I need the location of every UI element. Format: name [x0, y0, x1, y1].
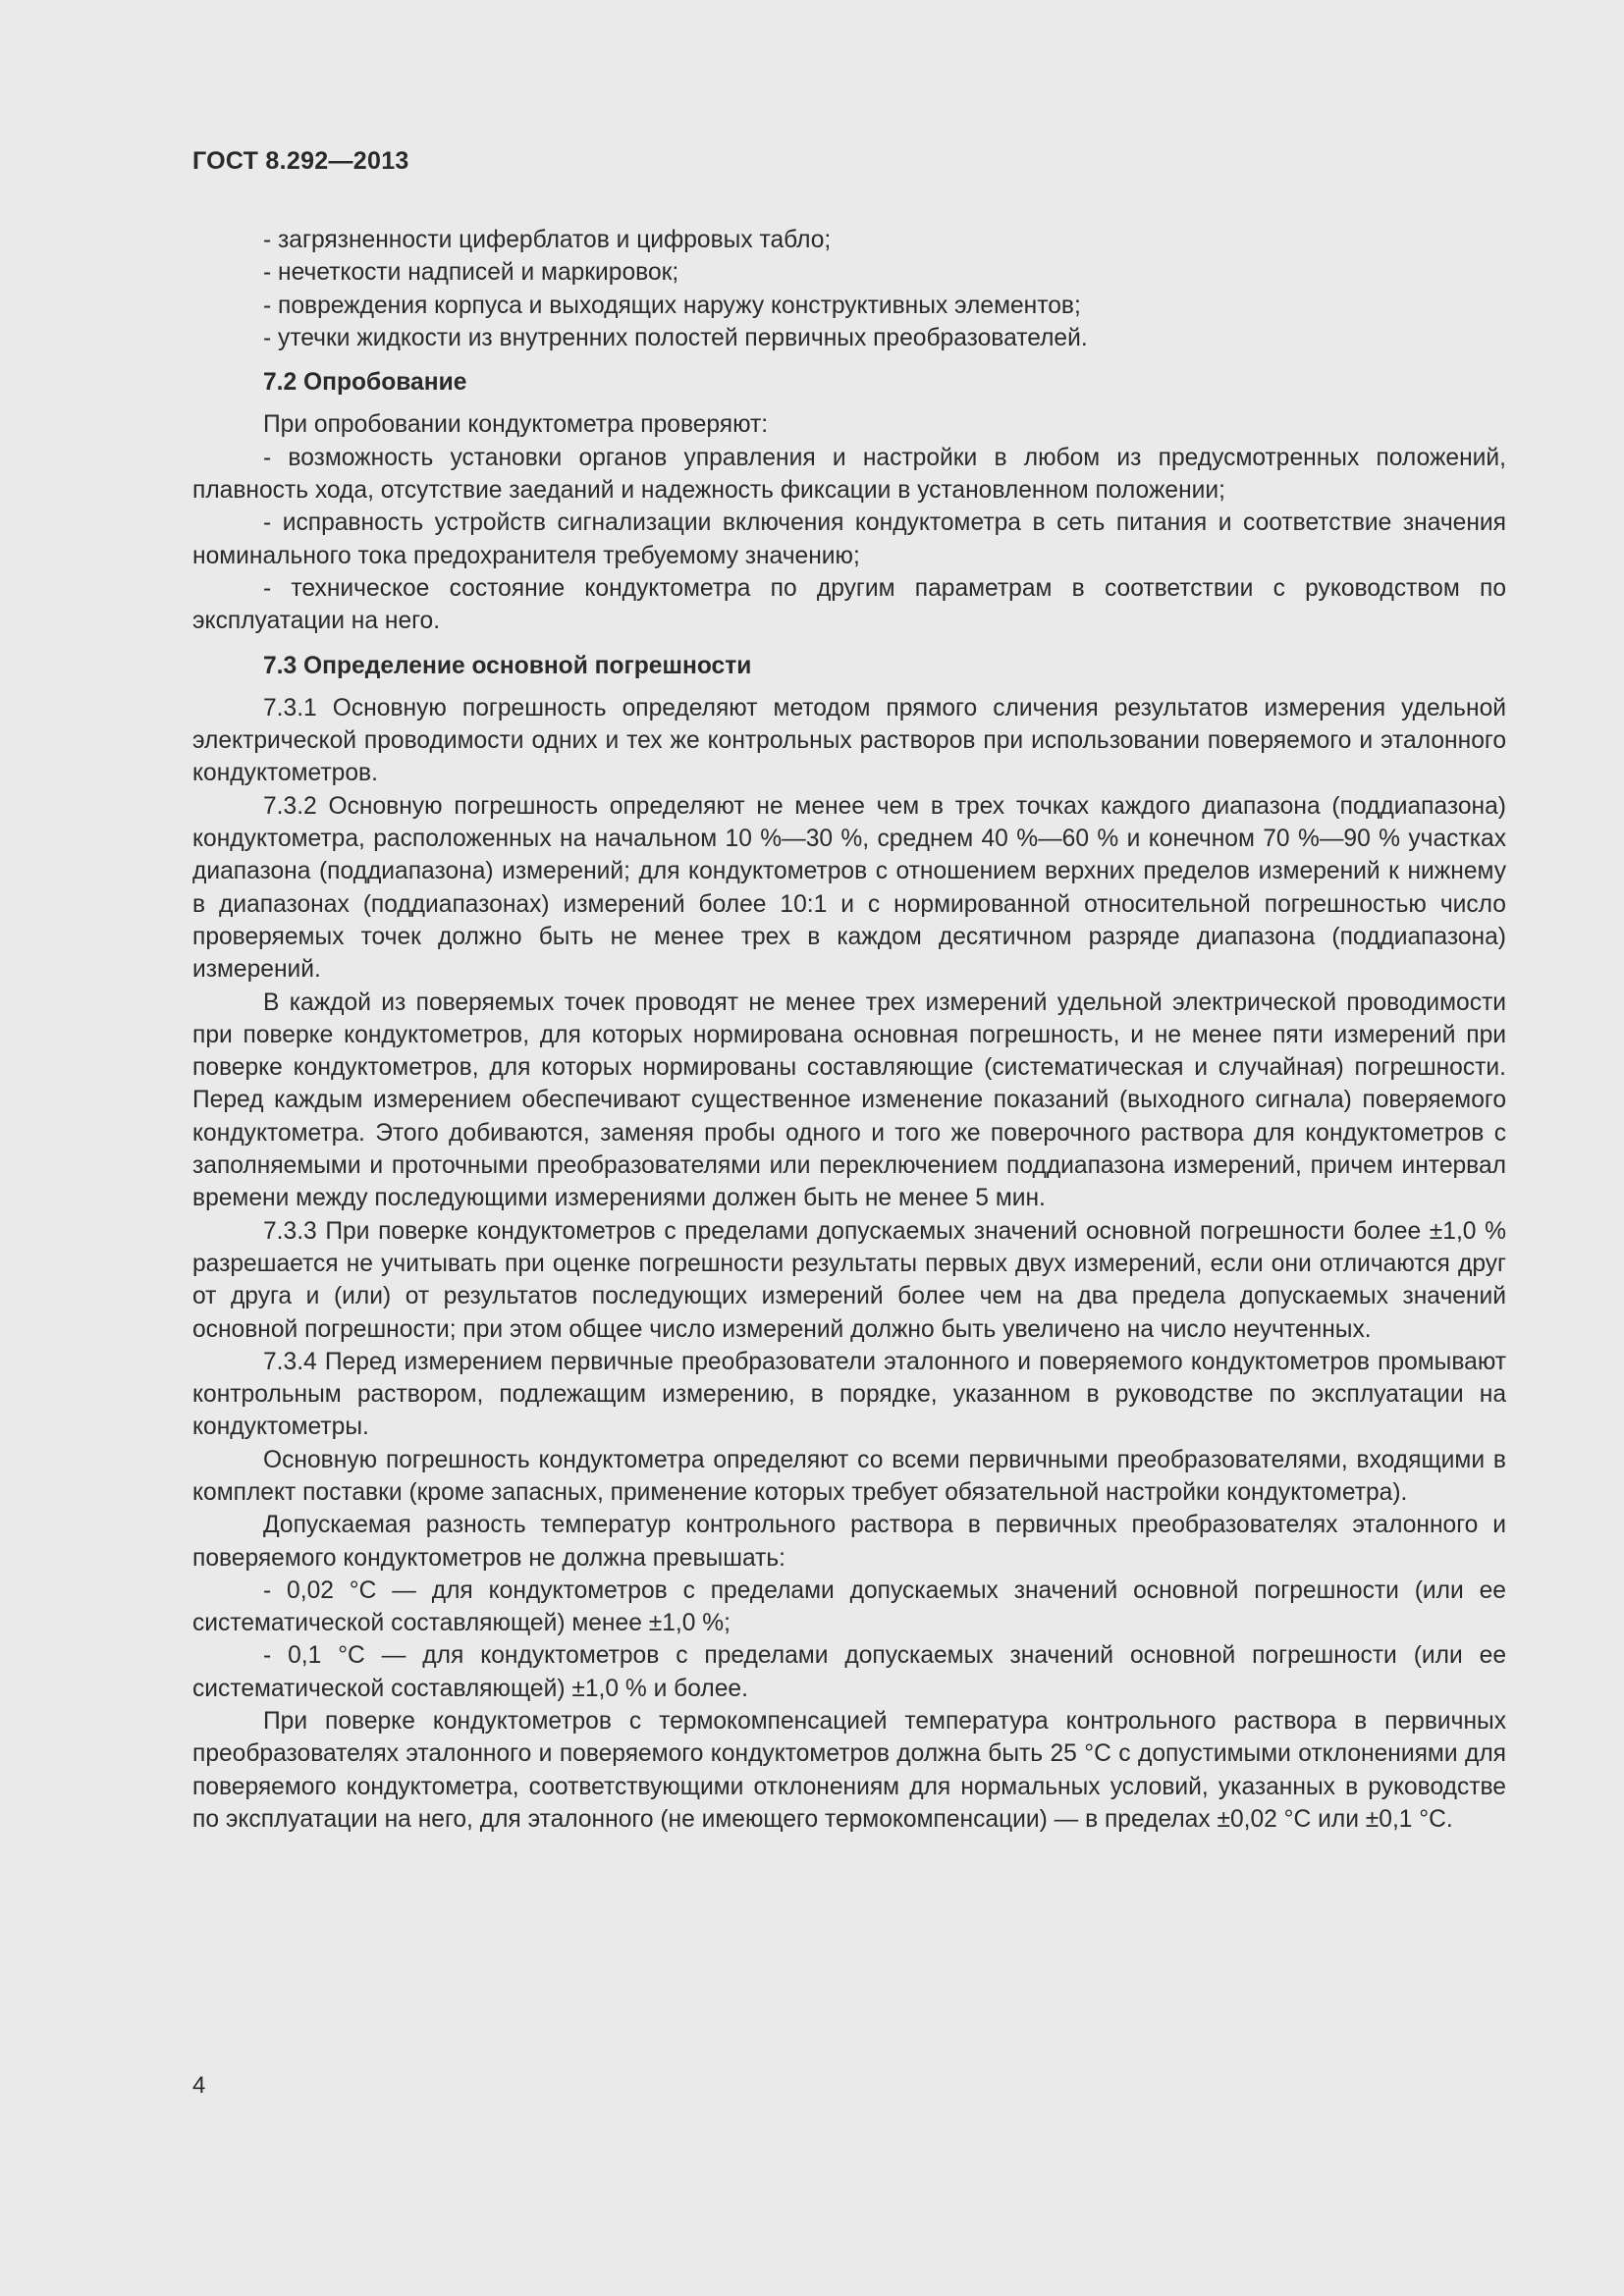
paragraph: Основную погрешность кондуктометра определяют со всеми первичными преобразователями, входящими в комплект поставки (кроме запасных, применение которых требует обязательной настройки кондуктометра). — [192, 1446, 1506, 1506]
page-content — [192, 224, 1506, 1836]
list-item: - 0,02 °С — для кондуктометров с пределами допускаемых значений основной погрешности (или ее систематической составляющей) менее ±1,0 %; — [192, 1576, 1506, 1637]
list-item: - исправность устройств сигнализации включения кондуктометра в сеть питания и соответствие значения номинального тока предохранителя требуемому значению; — [192, 509, 1506, 569]
paragraph-7-3-4: 7.3.4 Перед измерением первичные преобразователи эталонного и поверяемого кондуктометров промывают контрольным раствором, подлежащим измерению, в порядке, указанном в руководстве по эксплуатации на кондуктометры. — [192, 1348, 1506, 1441]
section-heading-7-3: 7.3 Определение основной погрешности — [263, 652, 752, 679]
section-heading-7-2: 7.2 Опробование — [263, 369, 467, 397]
list-item: - утечки жидкости из внутренних полостей первичных преобразователей. — [263, 324, 1088, 351]
list-item: - возможность установки органов управления и настройки в любом из предусмотренных положений, плавность хода, отсутствие заеданий и надежность фиксации в установленном положении; — [192, 444, 1506, 505]
document-code-header: ГОСТ 8.292—2013 — [192, 147, 409, 175]
paragraph-7-3-2: 7.3.2 Основную погрешность определяют не менее чем в трех точках каждого диапазона (поддиапазона) кондуктометра, расположенных на начальном 10 %—30 %, среднем 40 %—60 % и конечном 70 %—90 % участках диапазона (поддиапазона) измерений; для кондуктометров с отношением верхних пределов измерений к нижнему в диапазонах (поддиапазонах) измерений более 10:1 и с нормированной относительной погрешностью число проверяемых точек должно быть не менее трех в каждом десятичном разряде диапазона (поддиапазона) измерений. — [192, 792, 1506, 984]
list-item: - техническое состояние кондуктометра по другим параметрам в соответствии с руководством по эксплуатации на него. — [192, 574, 1506, 635]
page-number: 4 — [192, 2072, 206, 2099]
paragraph-7-3-3: 7.3.3 При поверке кондуктометров с пределами допускаемых значений основной погрешности более ±1,0 % разрешается не учитывать при оценке погрешности результаты первых двух измерений, если они отличаются друг от друга и (или) от результатов последующих измерений более чем на два предела допускаемых значений основной погрешности; при этом общее число измерений должно быть увеличено на число неучтенных. — [192, 1217, 1506, 1343]
paragraph-7-3-1: 7.3.1 Основную погрешность определяют методом прямого сличения результатов измерения удельной электрической проводимости одних и тех же контрольных растворов при использовании поверяемого и эталонного кондуктометров. — [192, 694, 1506, 787]
list-item: - нечеткости надписей и маркировок; — [263, 259, 679, 287]
section-7-2-lead: При опробовании кондуктометра проверяют: — [263, 411, 769, 439]
paragraph: В каждой из поверяемых точек проводят не менее трех измерений удельной электрической проводимости при поверке кондуктометров, для которых нормирована основная погрешность, и не менее пяти измерений при поверке кондуктометров, для которых нормированы составляющие (систематическая и случайная) погрешности. Перед каждым измерением обеспечивают существенное изменение показаний (выходного сигнала) поверяемого кондуктометра. Этого добиваются, заменяя пробы одного и того же поверочного раствора для кондуктометров с заполняемыми и проточными преобразователями или переключением поддиапазона измерений, причем интервал времени между последующими измерениями должен быть не менее 5 мин. — [192, 988, 1506, 1212]
list-item: - загрязненности циферблатов и цифровых табло; — [263, 227, 832, 253]
list-item: - повреждения корпуса и выходящих наружу конструктивных элементов; — [263, 292, 1081, 319]
list-item: - 0,1 °С — для кондуктометров с пределами допускаемых значений основной погрешности (или ее систематической составляющей) ±1,0 % и более. — [192, 1642, 1506, 1702]
paragraph: Допускаемая разность температур контрольного раствора в первичных преобразователях эталонного и поверяемого кондуктометров не должна превышать: — [192, 1512, 1506, 1572]
paragraph: При поверке кондуктометров с термокомпенсацией температура контрольного раствора в первичных преобразователях эталонного и поверяемого кондуктометров должна быть 25 °С с допустимыми отклонениями для поверяемого кондуктометра, соответствующими отклонениям для нормальных условий, указанных в руководстве по эксплуатации на него, для эталонного (не имеющего термокомпенсации) — в пределах ±0,02 °С или ±0,1 °С. — [192, 1708, 1506, 1833]
